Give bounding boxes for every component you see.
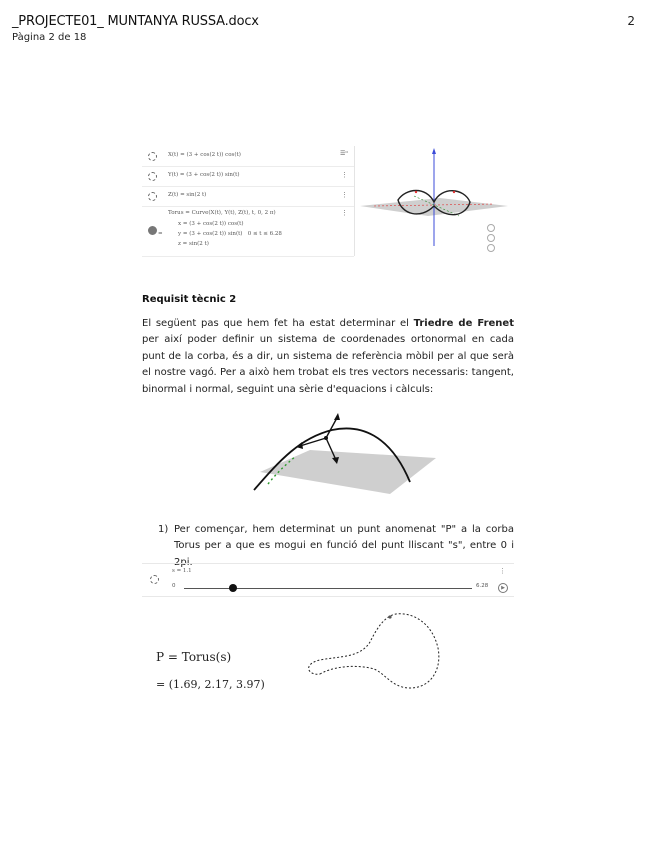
visibility-toggle-icon[interactable]: [148, 172, 157, 181]
frenet-frame-figure: [240, 410, 440, 510]
equals-sign: =: [158, 231, 163, 237]
page-number: 2: [627, 14, 635, 28]
equation-z: Z(t) = sin(2 t): [168, 192, 207, 198]
frenet-frame-plot: [240, 410, 440, 510]
page-indicator: Pàgina 2 de 18: [12, 32, 87, 43]
zoom-in-icon[interactable]: [487, 224, 495, 232]
algebra-row-y[interactable]: [142, 166, 354, 187]
curve-point-marker: [453, 191, 455, 193]
zoom-out-icon[interactable]: [487, 234, 495, 242]
visibility-toggle-icon[interactable]: [150, 575, 159, 584]
document-title: _PROJECTE01_ MUNTANYA RUSSA.docx: [12, 14, 259, 29]
torus-projection-curve: [309, 614, 439, 688]
piecewise-y: y = (3 + cos(2 t)) sin(t) 0 ≤ t ≤ 6.28: [178, 231, 282, 237]
equation-torus: Torus = Curve(X(t), Y(t), Z(t), t, 0, 2 π): [168, 210, 276, 216]
visibility-toggle-icon[interactable]: [148, 226, 157, 235]
equation-y: Y(t) = (3 + cos(2 t)) sin(t): [168, 172, 240, 178]
tangent-arrow: [334, 413, 340, 420]
binormal-arrow: [296, 442, 303, 449]
row-menu-icon[interactable]: ⋮: [341, 171, 348, 179]
point-value: = (1.69, 2.17, 3.97): [156, 678, 265, 691]
row-menu-icon[interactable]: ⋮: [341, 209, 348, 217]
graphics-3d-view[interactable]: [354, 146, 514, 258]
geogebra-panel-torus: [142, 146, 514, 258]
slider-definition: s = 1.1: [172, 568, 192, 574]
algebra-row-torus[interactable]: [142, 206, 354, 257]
algebra-row-z[interactable]: [142, 186, 354, 207]
slider-max: 6.28: [476, 583, 489, 589]
piecewise-x: x = (3 + cos(2 t)) cos(t): [178, 221, 244, 227]
torus-2d-plot: [300, 608, 446, 698]
slider-handle[interactable]: [229, 584, 237, 592]
algebra-settings-icon[interactable]: ☰ᵅ: [340, 150, 348, 157]
slider-min: 0: [172, 583, 176, 589]
row-menu-icon[interactable]: ⋮: [499, 567, 506, 575]
paragraph-bold-term: Triedre de Frenet: [413, 318, 514, 329]
algebra-row-x[interactable]: [142, 146, 354, 167]
geogebra-slider-panel: [142, 563, 514, 597]
point-p-marker: [324, 436, 328, 440]
visibility-toggle-icon[interactable]: [148, 152, 157, 161]
curve-point-marker: [415, 191, 417, 193]
paragraph-text-end: per així poder definir un sistema de coordenades ortonormal en cada punt de la corba, és a dir, un sistema de referència mòbil per al que serà el nostre vagó. Per a això hem trobat els tres vectors necessaris: tangent, binormal i normal, seguint una sèrie d'equacions i càlculs:: [142, 334, 514, 395]
section-heading: Requisit tècnic 2: [142, 294, 237, 305]
paragraph-frenet: [142, 316, 514, 398]
slider-track[interactable]: [184, 588, 472, 589]
point-definition: P = Torus(s): [156, 650, 232, 664]
point-p-marker: [388, 615, 391, 618]
torus-2d-view: [300, 608, 446, 698]
piecewise-z: z = sin(2 t): [178, 241, 209, 247]
visibility-toggle-icon[interactable]: [148, 192, 157, 201]
list-number: 1): [158, 524, 169, 535]
list-text: Per començar, hem determinat un punt anomenat "P" a la corba Torus per a que es mogui en funció del punt lliscant "s", entre 0 i 2pi.: [174, 524, 514, 568]
row-menu-icon[interactable]: ⋮: [341, 191, 348, 199]
home-view-icon[interactable]: [487, 244, 495, 252]
z-axis-arrow: [432, 148, 436, 154]
play-icon[interactable]: ▶: [498, 583, 508, 593]
algebra-view: [142, 146, 355, 256]
equation-x: X(t) = (3 + cos(2 t)) cos(t): [168, 152, 241, 158]
paragraph-text-start: El següent pas que hem fet ha estat determinar el: [142, 318, 414, 329]
